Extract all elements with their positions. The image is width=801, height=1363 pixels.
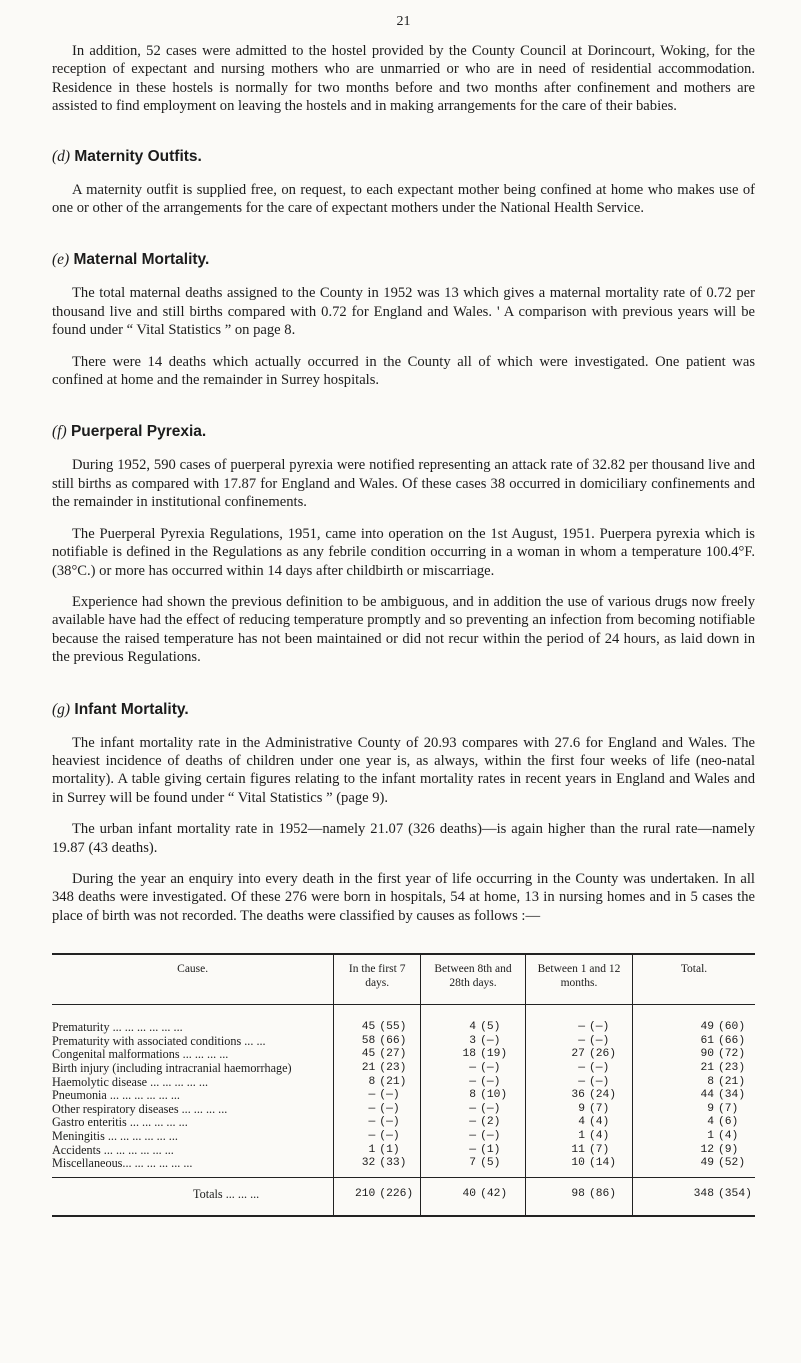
previous-value: (33)	[379, 1157, 407, 1170]
cause-label: Accidents ... ... ... ... ... ...	[52, 1143, 174, 1157]
table-row	[52, 1157, 755, 1177]
cell-total	[633, 1089, 756, 1103]
cell-late	[525, 1130, 632, 1144]
cell-total	[633, 1035, 756, 1049]
value: 8	[469, 1089, 477, 1102]
cell-late	[525, 1076, 632, 1090]
value: —	[368, 1129, 376, 1142]
value: 58	[361, 1034, 376, 1047]
cell-late	[525, 1157, 632, 1177]
table-row	[52, 1048, 755, 1062]
previous-value: (9)	[718, 1143, 739, 1156]
cell-late	[525, 1089, 632, 1103]
section-paragraph: The Puerperal Pyrexia Regulations, 1951, came into operation on the 1st August, 1951. Puerpera pyrexia which is notifiable is defined in the Regulations as any febrile condition occurring in a woman in whom a temperature 100.4°F. (38°C.) or more has occurred within 14 days after childbirth or miscarriage.	[52, 525, 755, 579]
cell-late	[525, 1062, 632, 1076]
previous-value: (19)	[480, 1048, 508, 1061]
cell-mid	[421, 1103, 526, 1117]
previous-value: (27)	[379, 1048, 407, 1061]
section-heading-puerperal-pyrexia	[52, 423, 755, 441]
cell-total	[633, 1130, 756, 1144]
section-letter: (f)	[52, 423, 67, 441]
previous-value: (—)	[588, 1075, 610, 1088]
value: 1	[368, 1143, 376, 1156]
value: 9	[578, 1102, 585, 1115]
previous-value: (—)	[379, 1116, 400, 1129]
previous-value: (5)	[480, 1157, 501, 1170]
value: 8	[707, 1075, 714, 1088]
value: 11	[571, 1143, 585, 1156]
value: —	[578, 1021, 585, 1034]
cause-label: Gastro enteritis ... ... ... ... ...	[52, 1116, 188, 1130]
cell-first	[334, 1048, 421, 1062]
previous-value: (—)	[480, 1129, 501, 1142]
value: 90	[700, 1048, 714, 1061]
value: —	[469, 1143, 477, 1156]
header-1-12-months: Between 1 and 12 months.	[525, 954, 632, 1005]
cause-label: Other respiratory diseases ... ... ... ...	[52, 1102, 228, 1116]
value: 40	[462, 1188, 477, 1201]
document-page	[52, 14, 755, 1217]
cell-total	[633, 1116, 756, 1130]
cause-label: Prematurity ... ... ... ... ... ...	[52, 1020, 183, 1035]
cell-total	[633, 1005, 756, 1035]
cell-first	[334, 1062, 421, 1076]
value: 18	[462, 1048, 477, 1061]
table-row	[52, 1130, 755, 1144]
previous-value: (24)	[588, 1089, 617, 1102]
totals-total	[633, 1177, 756, 1216]
cause-label: Haemolytic disease ... ... ... ... ...	[52, 1075, 209, 1089]
previous-value: (—)	[480, 1034, 501, 1047]
cell-total	[633, 1157, 756, 1177]
previous-value: (226)	[379, 1188, 414, 1201]
cell-mid	[421, 1035, 526, 1049]
table-row	[52, 1103, 755, 1117]
value: —	[469, 1129, 477, 1142]
cell-mid	[421, 1048, 526, 1062]
section-paragraph: During 1952, 590 cases of puerperal pyrexia were notified representing an attack rate of 32.82 per thousand live and still births as compared with 17.87 for England and Wales. Of these cases 38 occurred in domiciliary confinements and the remainder in institutional confinements.	[52, 457, 755, 511]
value: —	[469, 1061, 477, 1074]
cell-total	[633, 1062, 756, 1076]
section-heading-infant-mortality	[52, 701, 755, 719]
table-row	[52, 1116, 755, 1130]
previous-value: (26)	[588, 1048, 617, 1061]
value: —	[469, 1102, 477, 1115]
section-title: Maternity Outfits.	[74, 147, 202, 165]
page-number: 21	[396, 14, 411, 29]
value: 49	[700, 1157, 714, 1170]
cell-first	[334, 1076, 421, 1090]
previous-value: (23)	[379, 1061, 407, 1074]
value: 3	[469, 1034, 477, 1047]
intro-paragraph: In addition, 52 cases were admitted to the hostel provided by the County Council at Dorincourt, Woking, for the reception of expectant and nursing mothers who are unmarried or who are in need of residential accommodation. Residence in these hostels is normally for two months before and two months after confinement and mothers are assisted to find employment on leaving the hostels and in making arrangements for the care of their babies.	[52, 43, 755, 115]
value: —	[578, 1061, 585, 1074]
section-letter: (d)	[52, 147, 71, 165]
cell-first	[334, 1157, 421, 1177]
value: —	[368, 1089, 376, 1102]
table-row	[52, 1089, 755, 1103]
previous-value: (354)	[718, 1188, 752, 1201]
cell-mid	[421, 1116, 526, 1130]
value: 21	[361, 1061, 376, 1074]
causes-of-death-table-wrap	[52, 953, 755, 1217]
previous-value: (66)	[379, 1034, 407, 1047]
value: 61	[700, 1034, 714, 1047]
cell-first	[334, 1103, 421, 1117]
cell-first	[334, 1116, 421, 1130]
cell-total	[633, 1144, 756, 1158]
value: 4	[578, 1116, 585, 1129]
previous-value: (72)	[718, 1048, 746, 1061]
previous-value: (23)	[718, 1061, 746, 1074]
section-title: Puerperal Pyrexia.	[70, 423, 207, 441]
previous-value: (14)	[588, 1157, 617, 1170]
value: 98	[571, 1188, 585, 1201]
section-paragraph: A maternity outfit is supplied free, on request, to each expectant mother being confined at home who makes use of one or other of the arrangements for the care of expectant mothers under the National Health Service.	[52, 181, 755, 217]
previous-value: (4)	[588, 1116, 610, 1129]
table-totals-row	[52, 1177, 755, 1216]
cause-label: Miscellaneous... ... ... ... ... ...	[52, 1157, 193, 1171]
header-cause: Cause.	[52, 954, 334, 1005]
value: —	[469, 1075, 477, 1088]
previous-value: (6)	[718, 1116, 739, 1129]
previous-value: (—)	[480, 1102, 501, 1115]
previous-value: (5)	[480, 1021, 501, 1034]
cell-mid	[421, 1144, 526, 1158]
section-paragraph: There were 14 deaths which actually occurred in the County all of which were investigated. One patient was confined at home and the remainder in Surrey hospitals.	[52, 353, 755, 389]
previous-value: (7)	[588, 1143, 610, 1156]
value: 7	[469, 1157, 477, 1170]
section-letter: (g)	[52, 700, 71, 718]
cell-mid	[421, 1076, 526, 1090]
previous-value: (—)	[588, 1061, 610, 1074]
previous-value: (86)	[588, 1188, 617, 1201]
previous-value: (21)	[379, 1075, 407, 1088]
previous-value: (34)	[718, 1089, 746, 1102]
table-row	[52, 1035, 755, 1049]
value: 32	[361, 1157, 376, 1170]
cell-mid	[421, 1062, 526, 1076]
totals-label: Totals ... ... ...	[52, 1177, 334, 1216]
previous-value: (55)	[379, 1021, 407, 1034]
value: 8	[368, 1075, 376, 1088]
table-row	[52, 1005, 755, 1035]
previous-value: (—)	[480, 1075, 501, 1088]
cell-total	[633, 1048, 756, 1062]
cause-label: Meningitis ... ... ... ... ... ...	[52, 1129, 178, 1143]
value: 1	[578, 1129, 585, 1142]
cell-late	[525, 1144, 632, 1158]
value: 45	[361, 1021, 376, 1034]
value: 210	[354, 1188, 376, 1201]
previous-value: (—)	[379, 1129, 400, 1142]
value: —	[578, 1075, 585, 1088]
value: —	[469, 1116, 477, 1129]
cause-label: Birth injury (including intracranial haemorrhage)	[52, 1061, 292, 1075]
cell-late	[525, 1035, 632, 1049]
value: 1	[707, 1129, 714, 1142]
value: —	[578, 1034, 585, 1047]
section-title: Infant Mortality.	[74, 700, 189, 718]
previous-value: (1)	[379, 1143, 400, 1156]
header-8th-28th-days: Between 8th and 28th days.	[421, 954, 526, 1005]
cause-label: Congenital malformations ... ... ... ...	[52, 1048, 229, 1062]
table-row	[52, 1144, 755, 1158]
value: 4	[469, 1021, 477, 1034]
value: 9	[707, 1102, 714, 1115]
section-heading-maternal-mortality	[52, 251, 755, 269]
header-total: Total.	[633, 954, 756, 1005]
table-row	[52, 1076, 755, 1090]
table-header-row	[52, 954, 755, 1005]
cell-first	[334, 1005, 421, 1035]
section-paragraph: The total maternal deaths assigned to the County in 1952 was 13 which gives a maternal mortality rate of 0.72 per thousand live and still births compared with 0.72 for England and Wales. ' A comparison with previous years will be found under “ Vital Statistics ” on page 8.	[52, 285, 755, 339]
previous-value: (60)	[718, 1021, 746, 1034]
cell-total	[633, 1076, 756, 1090]
previous-value: (—)	[379, 1102, 400, 1115]
previous-value: (52)	[718, 1157, 746, 1170]
previous-value: (10)	[480, 1089, 508, 1102]
previous-value: (—)	[480, 1061, 501, 1074]
previous-value: (4)	[718, 1129, 739, 1142]
previous-value: (7)	[718, 1102, 739, 1115]
totals-first	[334, 1177, 421, 1216]
previous-value: (66)	[718, 1034, 746, 1047]
previous-value: (1)	[480, 1143, 501, 1156]
cell-late	[525, 1103, 632, 1117]
previous-value: (7)	[588, 1102, 610, 1115]
previous-value: (21)	[718, 1075, 746, 1088]
section-paragraph: Experience had shown the previous definition to be ambiguous, and in addition the use of various drugs now freely available have had the effect of reducing temperature promptly and so preventing an infection from becoming notifiable because the raised temperature has not been maintained or did not recur within the period of 24 hours, as laid down in the previous Regulations.	[52, 593, 755, 666]
value: —	[368, 1102, 376, 1115]
cause-label: Prematurity with associated conditions ... ...	[52, 1034, 266, 1048]
cell-first	[334, 1035, 421, 1049]
value: 36	[571, 1089, 585, 1102]
previous-value: (—)	[588, 1021, 610, 1034]
cell-first	[334, 1130, 421, 1144]
cell-late	[525, 1005, 632, 1035]
cell-first	[334, 1144, 421, 1158]
value: 4	[707, 1116, 714, 1129]
value: 45	[361, 1048, 376, 1061]
value: 49	[700, 1021, 714, 1034]
header-first-7-days: In the first 7 days.	[334, 954, 421, 1005]
cell-mid	[421, 1089, 526, 1103]
table-body	[52, 1005, 755, 1178]
cell-mid	[421, 1157, 526, 1177]
value: 348	[693, 1188, 714, 1201]
value: 10	[571, 1157, 585, 1170]
previous-value: (42)	[480, 1188, 508, 1201]
totals-late	[525, 1177, 632, 1216]
value: —	[368, 1116, 376, 1129]
value: 27	[571, 1048, 585, 1061]
previous-value: (—)	[379, 1089, 400, 1102]
totals-mid	[421, 1177, 526, 1216]
cell-mid	[421, 1130, 526, 1144]
cell-first	[334, 1089, 421, 1103]
cell-late	[525, 1116, 632, 1130]
table-row	[52, 1062, 755, 1076]
value: 44	[700, 1089, 714, 1102]
previous-value: (4)	[588, 1129, 610, 1142]
cause-label: Pneumonia ... ... ... ... ... ...	[52, 1089, 180, 1103]
cell-mid	[421, 1005, 526, 1035]
section-paragraph: During the year an enquiry into every death in the first year of life occurring in the County was undertaken. In all 348 deaths were investigated. Of these 276 were born in hospitals, 54 at home, 13 in nursing homes and in 5 cases the place of birth was not recorded. The deaths were classified by causes as follows :—	[52, 870, 755, 924]
cell-total	[633, 1103, 756, 1117]
previous-value: (—)	[588, 1034, 610, 1047]
cell-late	[525, 1048, 632, 1062]
section-paragraph: The infant mortality rate in the Administrative County of 20.93 compares with 27.6 for England and Wales. The heaviest incidence of deaths of children under one year is, as always, within the first four weeks of life (neo-natal mortality). A table giving certain figures relating to the infant mortality rates in recent years in England and Wales and in Surrey will be found under “ Vital Statistics ” (page 9).	[52, 734, 755, 806]
section-heading-maternity-outfits	[52, 148, 755, 166]
causes-of-death-table	[52, 953, 755, 1217]
section-title: Maternal Mortality.	[73, 251, 210, 269]
section-letter: (e)	[52, 251, 70, 269]
previous-value: (2)	[480, 1116, 501, 1129]
section-paragraph: The urban infant mortality rate in 1952—namely 21.07 (326 deaths)—is again higher than the rural rate—namely 19.87 (43 deaths).	[52, 821, 755, 856]
value: 12	[700, 1143, 714, 1156]
value: 21	[700, 1061, 714, 1074]
